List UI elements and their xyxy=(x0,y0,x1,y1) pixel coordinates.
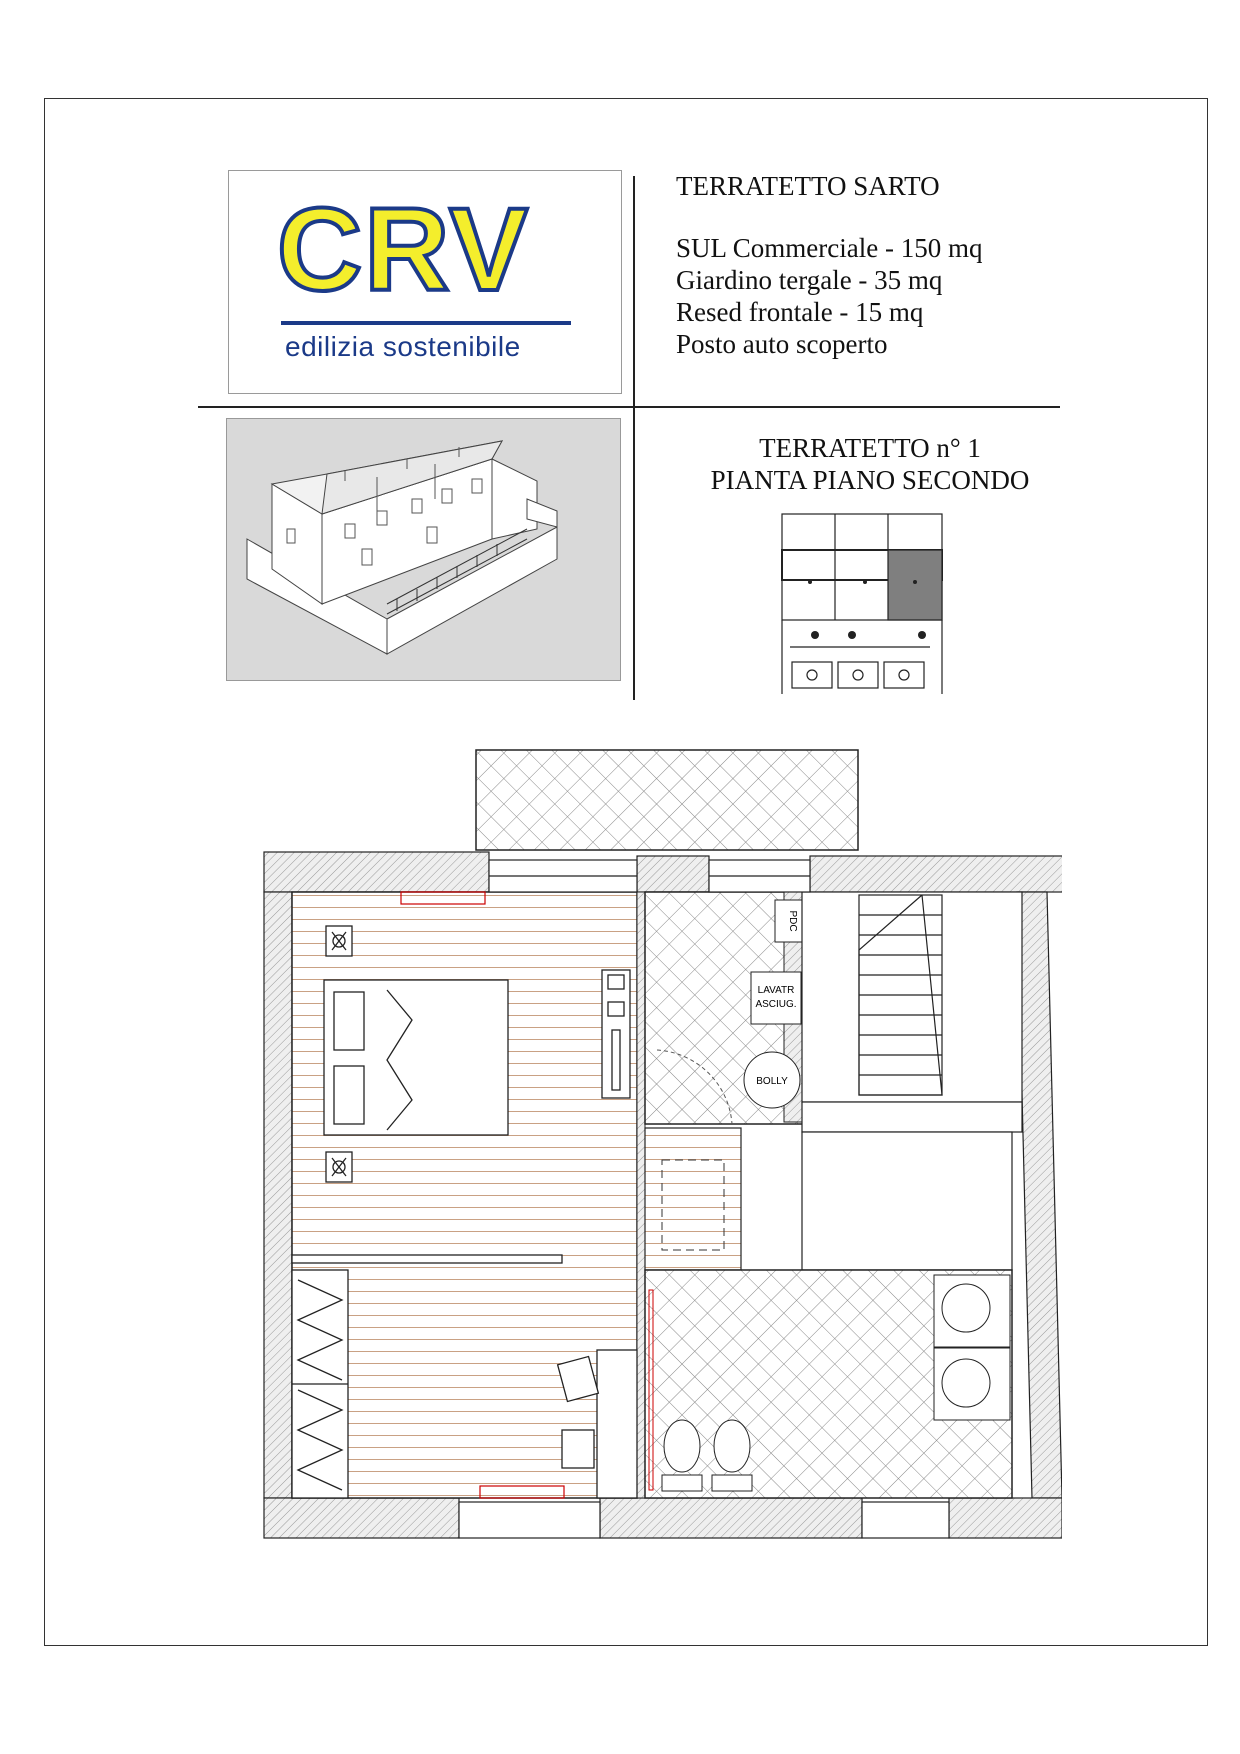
staircase xyxy=(802,892,1022,1270)
header-horizontal-divider xyxy=(198,406,1060,408)
logo-wordmark: CRV xyxy=(277,184,531,316)
washer-label: LAVATR xyxy=(757,985,795,996)
floor-name: PIANTA PIANO SECONDO xyxy=(710,465,1030,495)
laundry-room xyxy=(645,892,812,1124)
company-logo xyxy=(228,170,622,394)
pdc-label: PDC xyxy=(787,910,798,932)
key-plan xyxy=(780,512,950,694)
building-render-drawing xyxy=(227,419,619,679)
bathroom xyxy=(645,1270,1012,1498)
feature-parking: Posto auto scoperto xyxy=(676,329,888,359)
property-info xyxy=(676,170,982,360)
header-vertical-divider xyxy=(633,176,635,700)
dryer-label: ASCIUG. xyxy=(755,999,797,1010)
feature-front-yard: Resed frontale - 15 mq xyxy=(676,297,924,327)
property-title: TERRATETTO SARTO xyxy=(676,171,940,201)
key-plan-highlight xyxy=(888,550,942,620)
corridor xyxy=(645,1128,741,1270)
boiler-label: BOLLY xyxy=(756,1076,788,1087)
building-render xyxy=(226,418,621,681)
logo-underline xyxy=(281,321,571,325)
floor-plan xyxy=(262,740,1062,1600)
terrace xyxy=(476,750,858,850)
feature-rear-garden: Giardino tergale - 35 mq xyxy=(676,265,943,295)
unit-number: TERRATETTO n° 1 xyxy=(759,433,981,463)
plan-caption xyxy=(660,432,1080,496)
feature-commercial-area: SUL Commerciale - 150 mq xyxy=(676,233,983,263)
logo-tagline: edilizia sostenibile xyxy=(285,331,521,362)
